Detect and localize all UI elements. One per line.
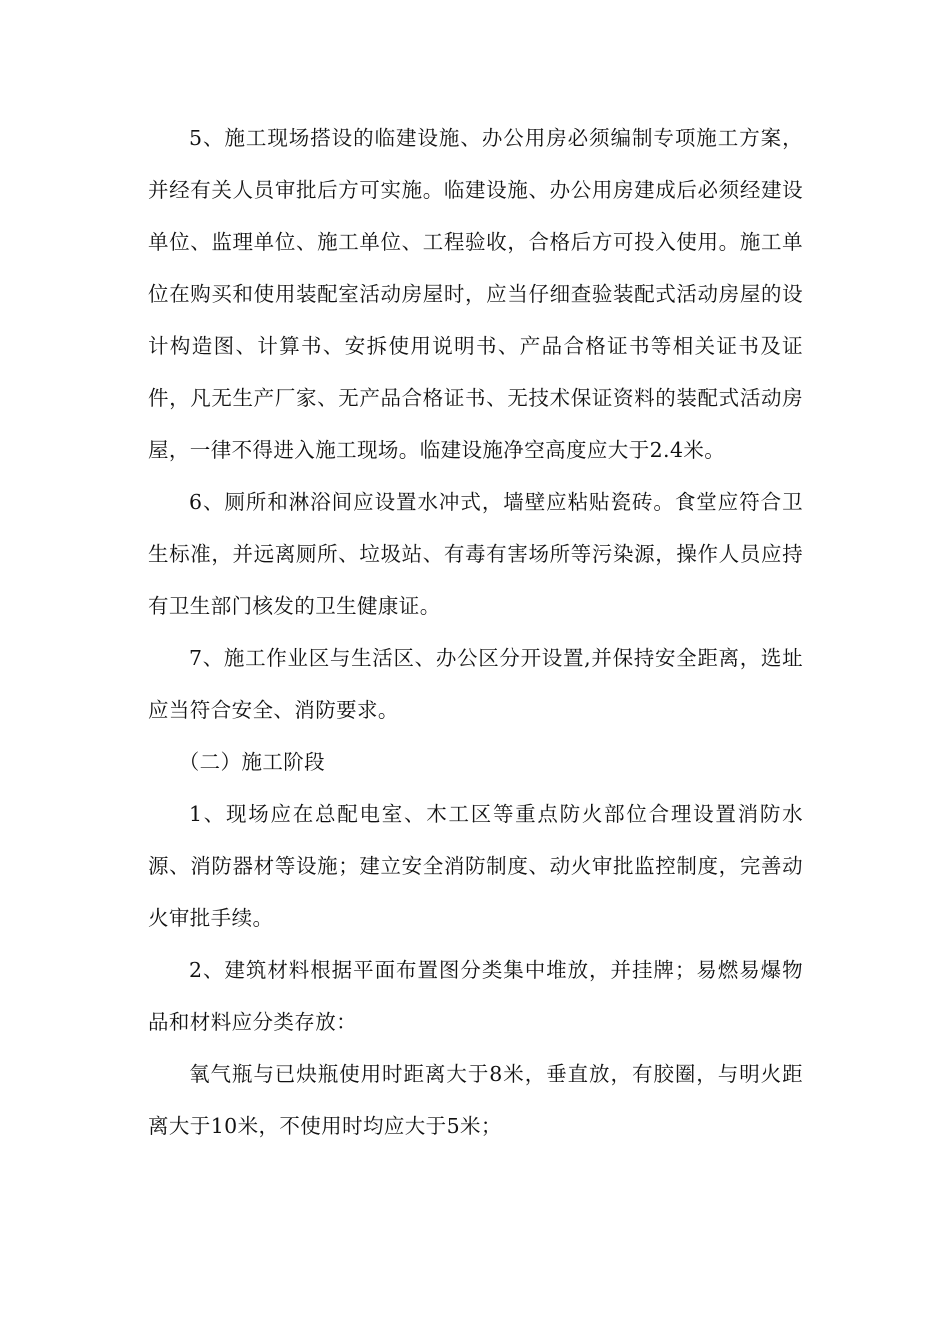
- paragraph-item-5: 5、施工现场搭设的临建设施、办公用房必须编制专项施工方案，并经有关人员审批后方可实施。临建设施、办公用房建成后必须经建设单位、监理单位、施工单位、工程验收，合格后方可投入使用。施工单位在购买和使用装配室活动房屋时，应当仔细查验装配式活动房屋的设计构造图、计算书、安拆使用说明书、产品合格证书等相关证书及证件，凡无生产厂家、无产品合格证书、无技术保证资料的装配式活动房屋，一律不得进入施工现场。临建设施净空高度应大于2.4米。: [148, 126, 803, 462]
- paragraph-item-2: 2、建筑材料根据平面布置图分类集中堆放，并挂牌；易燃易爆物品和材料应分类存放：: [148, 958, 803, 1034]
- paragraph-item-1: 1、现场应在总配电室、木工区等重点防火部位合理设置消防水源、消防器材等设施；建立安全消防制度、动火审批监控制度，完善动火审批手续。: [148, 802, 803, 930]
- document-body: [148, 112, 803, 1152]
- section-heading: （二）施工阶段: [178, 750, 326, 774]
- paragraph-item-6: 6、厕所和淋浴间应设置水冲式，墙壁应粘贴瓷砖。食堂应符合卫生标准，并远离厕所、垃圾站、有毒有害场所等污染源，操作人员应持有卫生部门核发的卫生健康证。: [148, 490, 803, 618]
- paragraph-gas-cylinders: 氧气瓶与已炔瓶使用时距离大于8米，垂直放，有胶圈，与明火距离大于10米，不使用时均应大于5米；: [148, 1062, 803, 1138]
- paragraph-item-7: 7、施工作业区与生活区、办公区分开设置,并保持安全距离，选址应当符合安全、消防要求。: [148, 646, 803, 722]
